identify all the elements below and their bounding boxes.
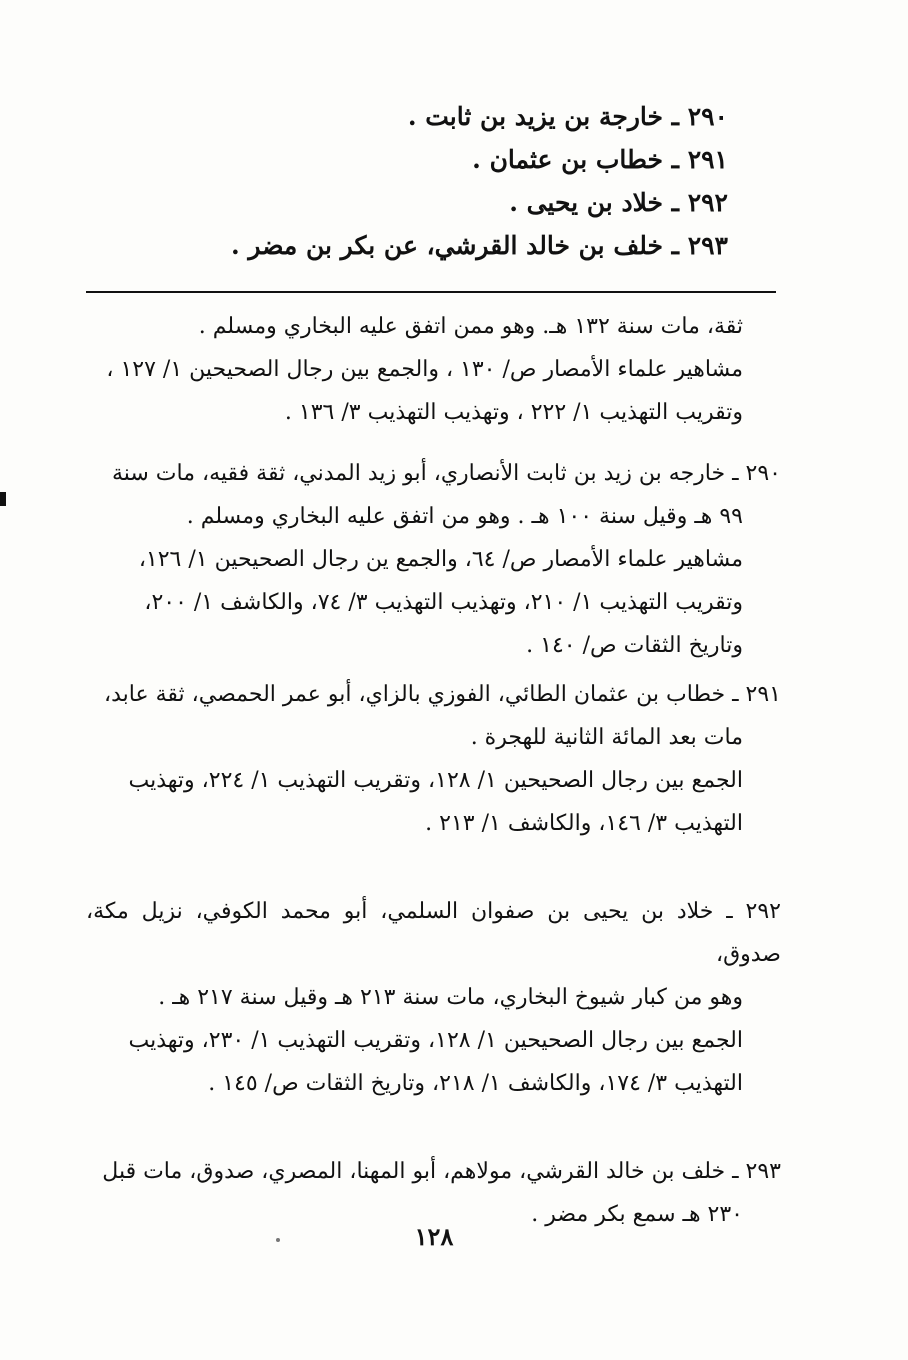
footnote-line: ٢٩٢ ـ خلاد بن يحيى بن صفوان السلمي، أبو محمد الكوفي، نزيل مكة، صدوق، [86,899,781,967]
footnote-line: ثقة، مات سنة ١٣٢ هـ. وهو ممن اتفق عليه البخاري ومسلم . [198,314,743,339]
footnote-line: وتقريب التهذيب ١/ ٢١٠، وتهذيب التهذيب ٣/ ٧٤، والكاشف ١/ ٢٠٠، [144,590,743,615]
footnote-line: ٢٩٣ ـ خلف بن خالد القرشي، مولاهم، أبو المهنا، المصري، صدوق، مات قبل [102,1159,781,1184]
footnote-290 [86,452,781,667]
footnote-continuation [86,305,781,434]
main-entry-290: ٢٩٠ ـ خارجة بن يزيد بن ثابت . [407,102,728,131]
footnote-line: مات بعد المائة الثانية للهجرة . [470,725,743,750]
footnote-line: وتقريب التهذيب ١/ ٢٢٢ ، وتهذيب التهذيب ٣/ ١٣٦ . [284,400,743,425]
main-entry-292: ٢٩٢ ـ خلاد بن يحيى . [509,188,728,217]
main-entries-list [128,95,728,267]
footnote-line: مشاهير علماء الأمصار ص/ ١٣٠ ، والجمع بين رجال الصحيحين ١/ ١٢٧ ، [106,357,743,382]
main-entry-291: ٢٩١ ـ خطاب بن عثمان . [472,145,728,174]
footnote-line: مشاهير علماء الأمصار ص/ ٦٤، والجمع ين رجال الصحيحين ١/ ١٢٦، [138,547,743,572]
footnotes [86,305,781,1236]
footnote-292 [86,890,781,1105]
page-number: ١٢٨ [414,1222,454,1251]
footnote-line: وهو من كبار شيوخ البخاري، مات سنة ٢١٣ هـ وقيل سنة ٢١٧ هـ . [158,985,743,1010]
footnote-divider [86,291,776,293]
footnote-line: التهذيب ٣/ ١٧٤، والكاشف ١/ ٢١٨، وتاريخ الثقات ص/ ١٤٥ . [208,1071,743,1096]
footnote-line: ٩٩ هـ وقيل سنة ١٠٠ هـ . وهو من اتفق عليه البخاري ومسلم . [186,504,743,529]
scan-speck [276,1238,280,1242]
footnote-line: الجمع بين رجال الصحيحين ١/ ١٢٨، وتقريب التهذيب ١/ ٢٢٤، وتهذيب [128,768,743,793]
footnote-291 [86,673,781,845]
footnote-line: ٢٩٠ ـ خارجه بن زيد بن ثابت الأنصاري، أبو زيد المدني، ثقة فقيه، مات سنة [111,461,781,486]
footnote-line: التهذيب ٣/ ١٤٦، والكاشف ١/ ٢١٣ . [425,811,743,836]
footnote-line: وتاريخ الثقات ص/ ١٤٠ . [526,633,743,658]
scan-edge-mark [0,492,6,506]
main-entry-293: ٢٩٣ ـ خلف بن خالد القرشي، عن بكر بن مضر . [231,231,728,260]
footnote-line: ٢٩١ ـ خطاب بن عثمان الطائي، الفوزي بالزاي، أبو عمر الحمصي، ثقة عابد، [104,682,781,707]
footnote-line: ٢٣٠ هـ سمع بكر مضر . [531,1202,743,1227]
footnote-line: الجمع بين رجال الصحيحين ١/ ١٢٨، وتقريب التهذيب ١/ ٢٣٠، وتهذيب [128,1028,743,1053]
